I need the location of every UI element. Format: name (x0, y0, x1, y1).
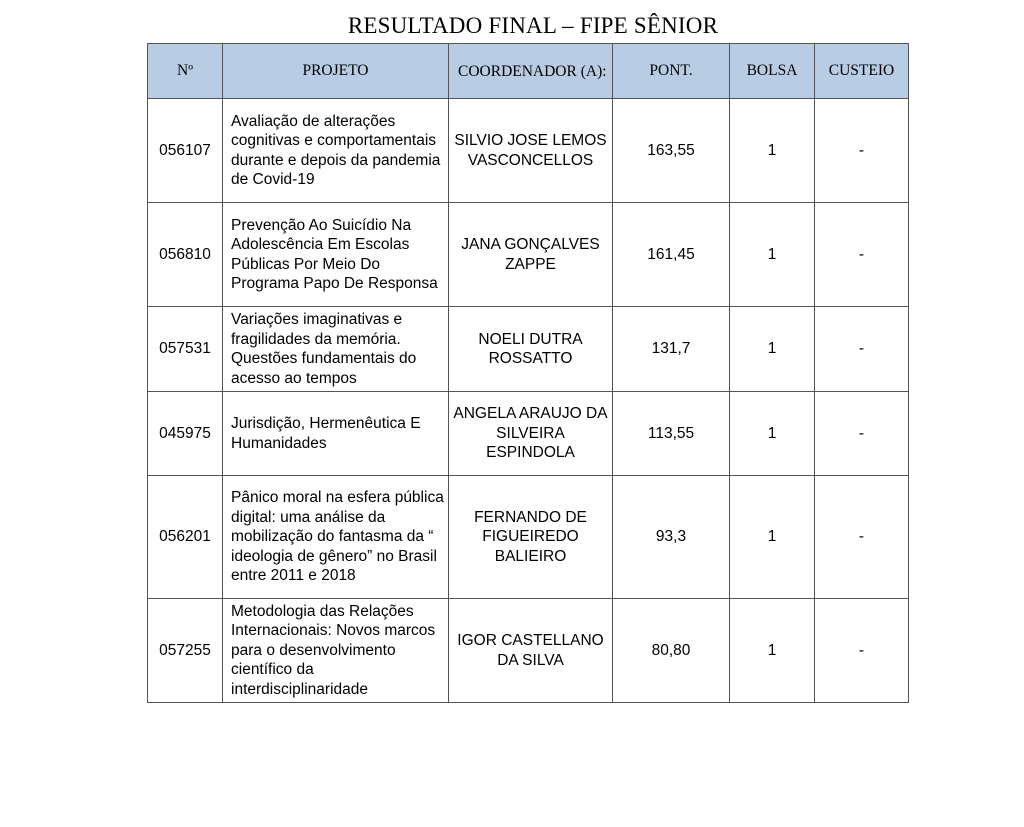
cell-bolsa: 1 (730, 476, 815, 599)
cell-projeto: Prevenção Ao Suicídio Na Adolescência Em Escolas Públicas Por Meio Do Programa Papo De Responsa (223, 203, 449, 307)
document-title: RESULTADO FINAL – FIPE SÊNIOR (347, 13, 719, 38)
results-table (147, 43, 909, 703)
table-row (148, 307, 909, 392)
cell-coordenador: FERNANDO DE FIGUEIREDO BALIEIRO (449, 476, 613, 599)
cell-num: 056810 (148, 203, 223, 307)
cell-pont: 93,3 (613, 476, 730, 599)
table-header-row (148, 44, 909, 99)
cell-num: 057255 (148, 599, 223, 703)
header-num: Nº (148, 44, 223, 99)
cell-coordenador: ANGELA ARAUJO DA SILVEIRA ESPINDOLA (449, 392, 613, 476)
table-row (148, 203, 909, 307)
cell-bolsa: 1 (730, 307, 815, 392)
cell-num: 057531 (148, 307, 223, 392)
cell-pont: 163,55 (613, 99, 730, 203)
cell-num: 045975 (148, 392, 223, 476)
cell-bolsa: 1 (730, 392, 815, 476)
cell-pont: 113,55 (613, 392, 730, 476)
cell-num: 056201 (148, 476, 223, 599)
cell-custeio: - (815, 203, 909, 307)
cell-bolsa: 1 (730, 203, 815, 307)
header-coordenador: COORDENADOR (A): (449, 44, 613, 99)
cell-coordenador: NOELI DUTRA ROSSATTO (449, 307, 613, 392)
cell-projeto: Variações imaginativas e fragilidades da memória. Questões fundamentais do acesso ao tempos (223, 307, 449, 392)
cell-pont: 131,7 (613, 307, 730, 392)
header-projeto: PROJETO (223, 44, 449, 99)
cell-bolsa: 1 (730, 99, 815, 203)
cell-pont: 80,80 (613, 599, 730, 703)
cell-projeto: Jurisdição, Hermenêutica E Humanidades (223, 392, 449, 476)
table-row (148, 99, 909, 203)
table-row (148, 599, 909, 703)
cell-custeio: - (815, 392, 909, 476)
cell-projeto: Metodologia das Relações Internacionais: Novos marcos para o desenvolvimento científico da interdisciplinaridade (223, 599, 449, 703)
table-row (148, 392, 909, 476)
cell-custeio: - (815, 99, 909, 203)
cell-coordenador: JANA GONÇALVES ZAPPE (449, 203, 613, 307)
cell-bolsa: 1 (730, 599, 815, 703)
cell-custeio: - (815, 307, 909, 392)
cell-coordenador: IGOR CASTELLANO DA SILVA (449, 599, 613, 703)
header-custeio: CUSTEIO (815, 44, 909, 99)
table-row (148, 476, 909, 599)
cell-custeio: - (815, 476, 909, 599)
header-pont: PONT. (613, 44, 730, 99)
cell-num: 056107 (148, 99, 223, 203)
header-bolsa: BOLSA (730, 44, 815, 99)
cell-custeio: - (815, 599, 909, 703)
cell-projeto: Avaliação de alterações cognitivas e comportamentais durante e depois da pandemia de Covid-19 (223, 99, 449, 203)
cell-coordenador: SILVIO JOSE LEMOS VASCONCELLOS (449, 99, 613, 203)
cell-projeto: Pânico moral na esfera pública digital: uma análise da mobilização do fantasma da “ ideologia de gênero” no Brasil entre 2011 e 2018 (223, 476, 449, 599)
cell-pont: 161,45 (613, 203, 730, 307)
